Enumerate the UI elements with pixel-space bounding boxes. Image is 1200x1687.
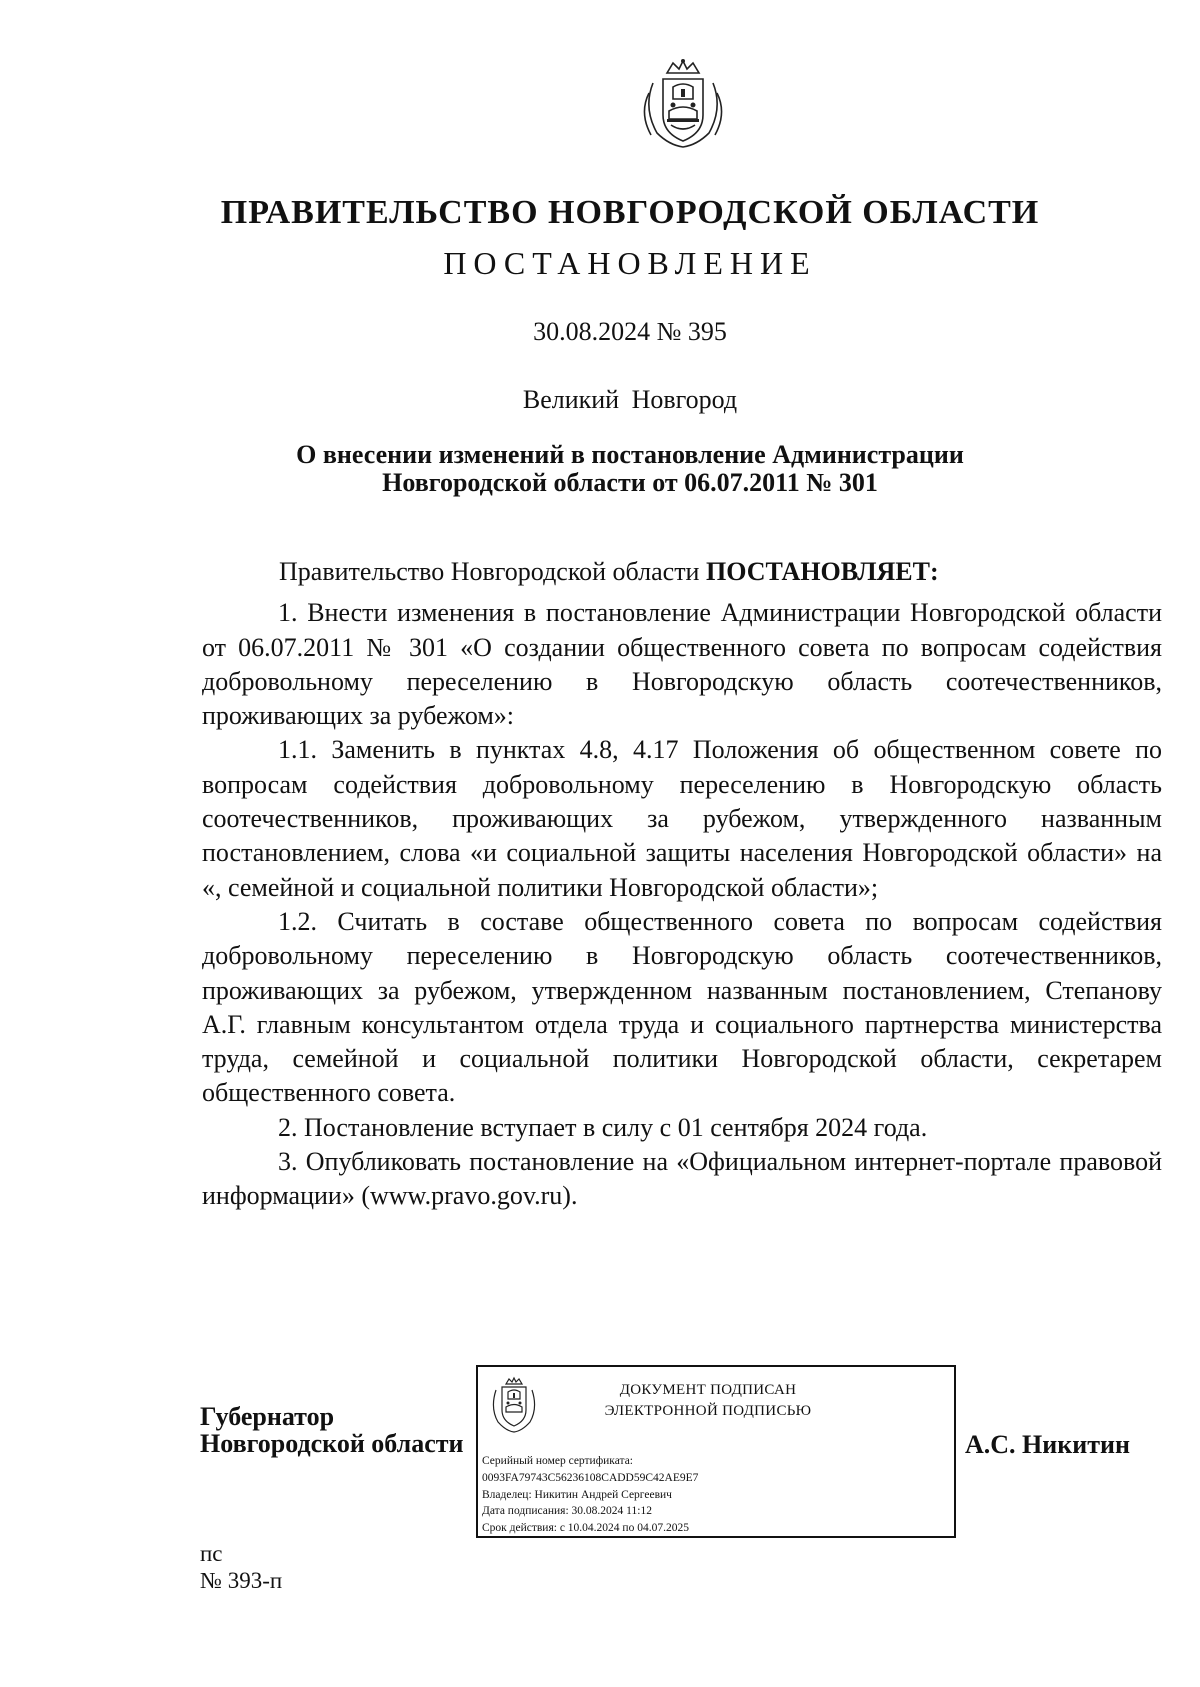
stamp-title-line-1: ДОКУМЕНТ ПОДПИСАН [619, 1382, 797, 1398]
paragraph-3: 3. Опубликовать постановление на «Официальном интернет-портале правовой информации» (www.pravo.gov.ru). [202, 1147, 1162, 1211]
signer-name: А.С. Никитин [965, 1430, 1130, 1459]
preamble-keyword: ПОСТАНОВЛЯЕТ: [705, 557, 939, 586]
document-subject [190, 441, 1070, 497]
subject-line-2: Новгородской области от 06.07.2011 № 301 [382, 468, 878, 497]
paragraph-1-2: 1.2. Считать в составе общественного совета по вопросам содействия добровольному переселению в Новгородскую область соотечественников, проживающих за рубежом, утвержденном названным постановлением, Степанову А.Г. главным консультантом отдела труда и социального партнерства министерства труда, семейной и социальной политики Новгородской области, секретарем общественного совета. [202, 906, 1162, 1108]
signer-role [200, 1403, 464, 1457]
date-and-number: 30.08.2024 № 395 [533, 317, 727, 346]
government-title: ПРАВИТЕЛЬСТВО НОВГОРОДСКОЙ ОБЛАСТИ [220, 194, 1040, 231]
preamble-text: Правительство Новгородской области [279, 557, 706, 586]
novgorod-coat-of-arms-icon [488, 1376, 540, 1434]
paragraph-1: 1. Внести изменения в постановление Администрации Новгородской области от 06.07.2011 № 301 «О создании общественного совета по вопросам содействия добровольному переселению в Новгородскую область соотечественников, проживающих за рубежом»: [202, 598, 1162, 731]
subject-line-1: О внесении изменений в постановление Администрации [296, 440, 964, 469]
signer-role-line-1: Губернатор [200, 1402, 335, 1431]
preamble [202, 555, 1162, 589]
signing-date: Дата подписания: 30.08.2024 11:12 [482, 1505, 652, 1518]
certificate-label: Серийный номер сертификата: [482, 1455, 633, 1467]
paragraph-2: 2. Постановление вступает в силу с 01 сентября 2024 года. [278, 1112, 928, 1142]
stamp-title [558, 1380, 858, 1422]
stamp-details [482, 1453, 698, 1537]
electronic-signature-stamp [476, 1365, 956, 1538]
certificate-owner: Владелец: Никитин Андрей Сергеевич [482, 1488, 672, 1501]
footer-note [200, 1540, 282, 1594]
paragraph-1-1: 1.1. Заменить в пунктах 4.8, 4.17 Положения об общественном совете по вопросам содействия добровольному переселению в Новгородскую область соотечественников, проживающих за рубежом, утвержденного названным постановлением, слова «и социальной защиты населения Новгородской области» на «, семейной и социальной политики Новгородской области»; [202, 735, 1162, 902]
certificate-validity: Срок действия: с 10.04.2024 по 04.07.2025 [482, 1522, 689, 1535]
stamp-title-line-2: ЭЛЕКТРОННОЙ ПОДПИСЬЮ [604, 1403, 812, 1419]
certificate-serial: 0093FA79743C56236108CADD59C42AE9E7 [482, 1471, 699, 1484]
footer-line-1: пс [200, 1541, 223, 1566]
document-type: ПОСТАНОВЛЕНИЕ [443, 245, 817, 281]
footer-line-2: № 393-п [200, 1568, 283, 1593]
city: Великий Новгород [522, 385, 738, 414]
novgorod-coat-of-arms-icon [633, 53, 733, 153]
document-body [202, 555, 1162, 1214]
signer-role-line-2: Новгородской области [200, 1429, 464, 1458]
